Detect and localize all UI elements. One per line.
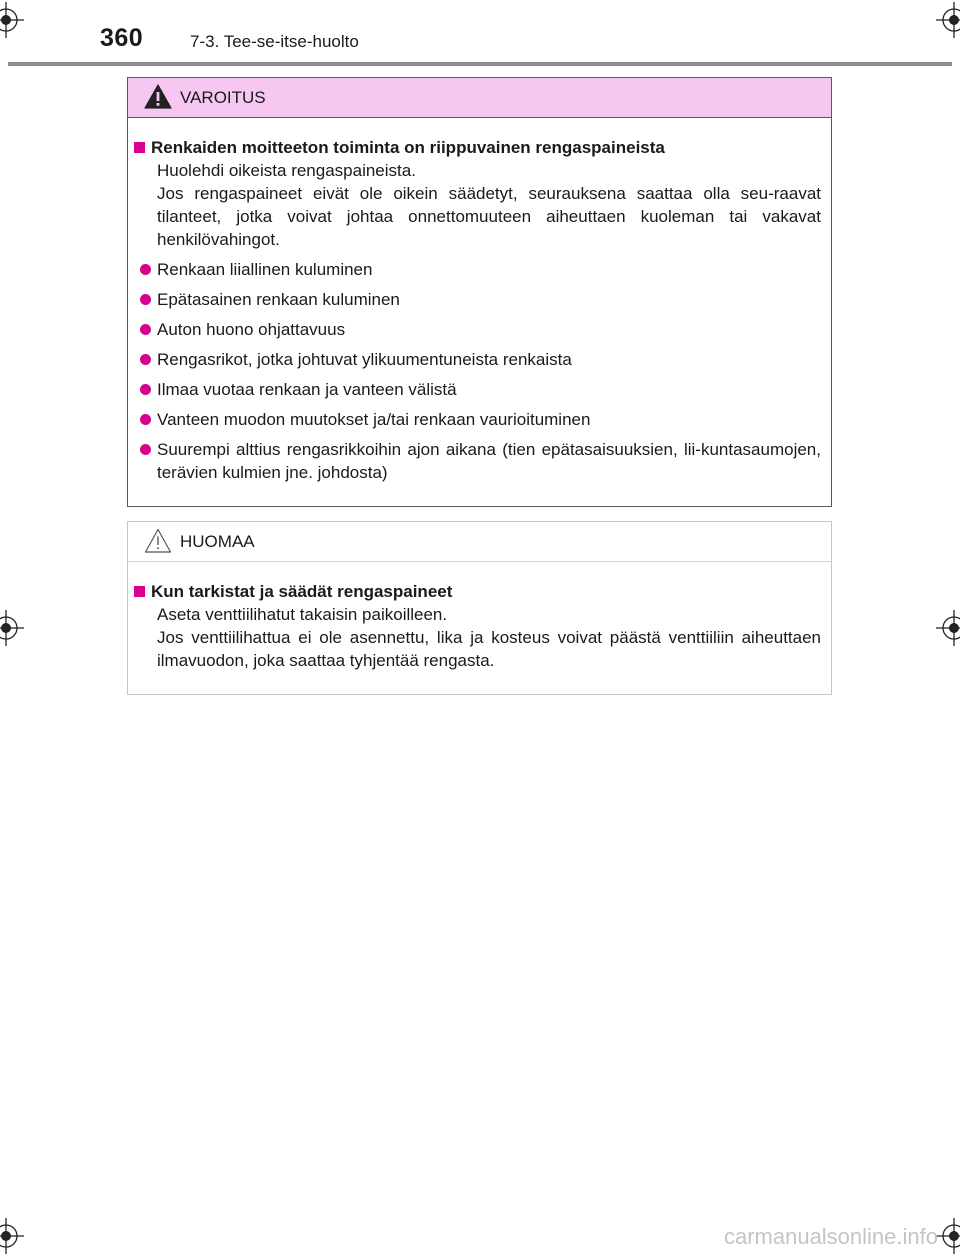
list-item: Epätasainen renkaan kuluminen — [140, 288, 821, 311]
registration-mark-icon — [936, 610, 960, 646]
warning-heading-text: Renkaiden moitteeton toiminta on riippuvainen rengaspaineista — [151, 138, 665, 157]
registration-mark-icon — [0, 2, 24, 38]
list-item: Rengasrikot, jotka johtuvat ylikuumentuneista renkaista — [140, 348, 821, 371]
warning-triangle-icon — [144, 84, 172, 110]
bullet-icon — [140, 354, 151, 365]
section-square-icon — [134, 586, 145, 597]
bullet-icon — [140, 324, 151, 335]
warning-box — [127, 77, 832, 507]
notice-heading-text: Kun tarkistat ja säädät rengaspaineet — [151, 582, 453, 601]
registration-mark-icon — [936, 1218, 960, 1254]
warning-header — [128, 78, 831, 118]
bullet-icon — [140, 384, 151, 395]
bullet-icon — [140, 414, 151, 425]
caution-triangle-outline-icon — [144, 528, 172, 554]
warning-body: Jos rengaspaineet eivät ole oikein säädetyt, seurauksena saattaa olla seu-raavat tilanteet, jotka voivat johtaa onnettomuuteen aiheuttaen kuoleman tai vakavat henkilövahingot. — [157, 184, 821, 249]
list-item: Suurempi alttius rengasrikkoihin ajon aikana (tien epätasaisuuksien, lii-kuntasaumojen, terävien kulmien jne. johdosta) — [140, 438, 821, 484]
list-item: Ilmaa vuotaa renkaan ja vanteen välistä — [140, 378, 821, 401]
page-number: 360 — [100, 24, 144, 52]
warning-list — [134, 258, 821, 484]
bullet-icon — [140, 444, 151, 455]
registration-mark-icon — [0, 610, 24, 646]
bullet-icon — [140, 264, 151, 275]
footer-brand[interactable]: carmanualsonline.info — [723, 1224, 938, 1249]
notice-box — [127, 521, 832, 695]
warning-heading — [134, 136, 821, 159]
list-item: Vanteen muodon muutokset ja/tai renkaan vaurioituminen — [140, 408, 821, 431]
warning-intro: Huolehdi oikeista rengaspaineista. — [157, 161, 416, 180]
section-title: 7-3. Tee-se-itse-huolto — [190, 32, 359, 51]
notice-header — [128, 522, 831, 562]
notice-heading — [134, 580, 821, 603]
section-square-icon — [134, 142, 145, 153]
notice-body: Jos venttiilihattua ei ole asennettu, lika ja kosteus voivat päästä venttiiliin aiheuttaen ilmavuodon, joka saattaa tyhjentää rengasta. — [157, 628, 821, 670]
notice-label: HUOMAA — [180, 532, 255, 551]
list-item: Auton huono ohjattavuus — [140, 318, 821, 341]
notice-intro: Aseta venttiilihatut takaisin paikoilleen. — [157, 605, 448, 624]
header-rule — [8, 62, 952, 66]
bullet-icon — [140, 294, 151, 305]
registration-mark-icon — [936, 2, 960, 38]
list-item: Renkaan liiallinen kuluminen — [140, 258, 821, 281]
warning-label: VAROITUS — [180, 88, 266, 107]
registration-mark-icon — [0, 1218, 24, 1254]
